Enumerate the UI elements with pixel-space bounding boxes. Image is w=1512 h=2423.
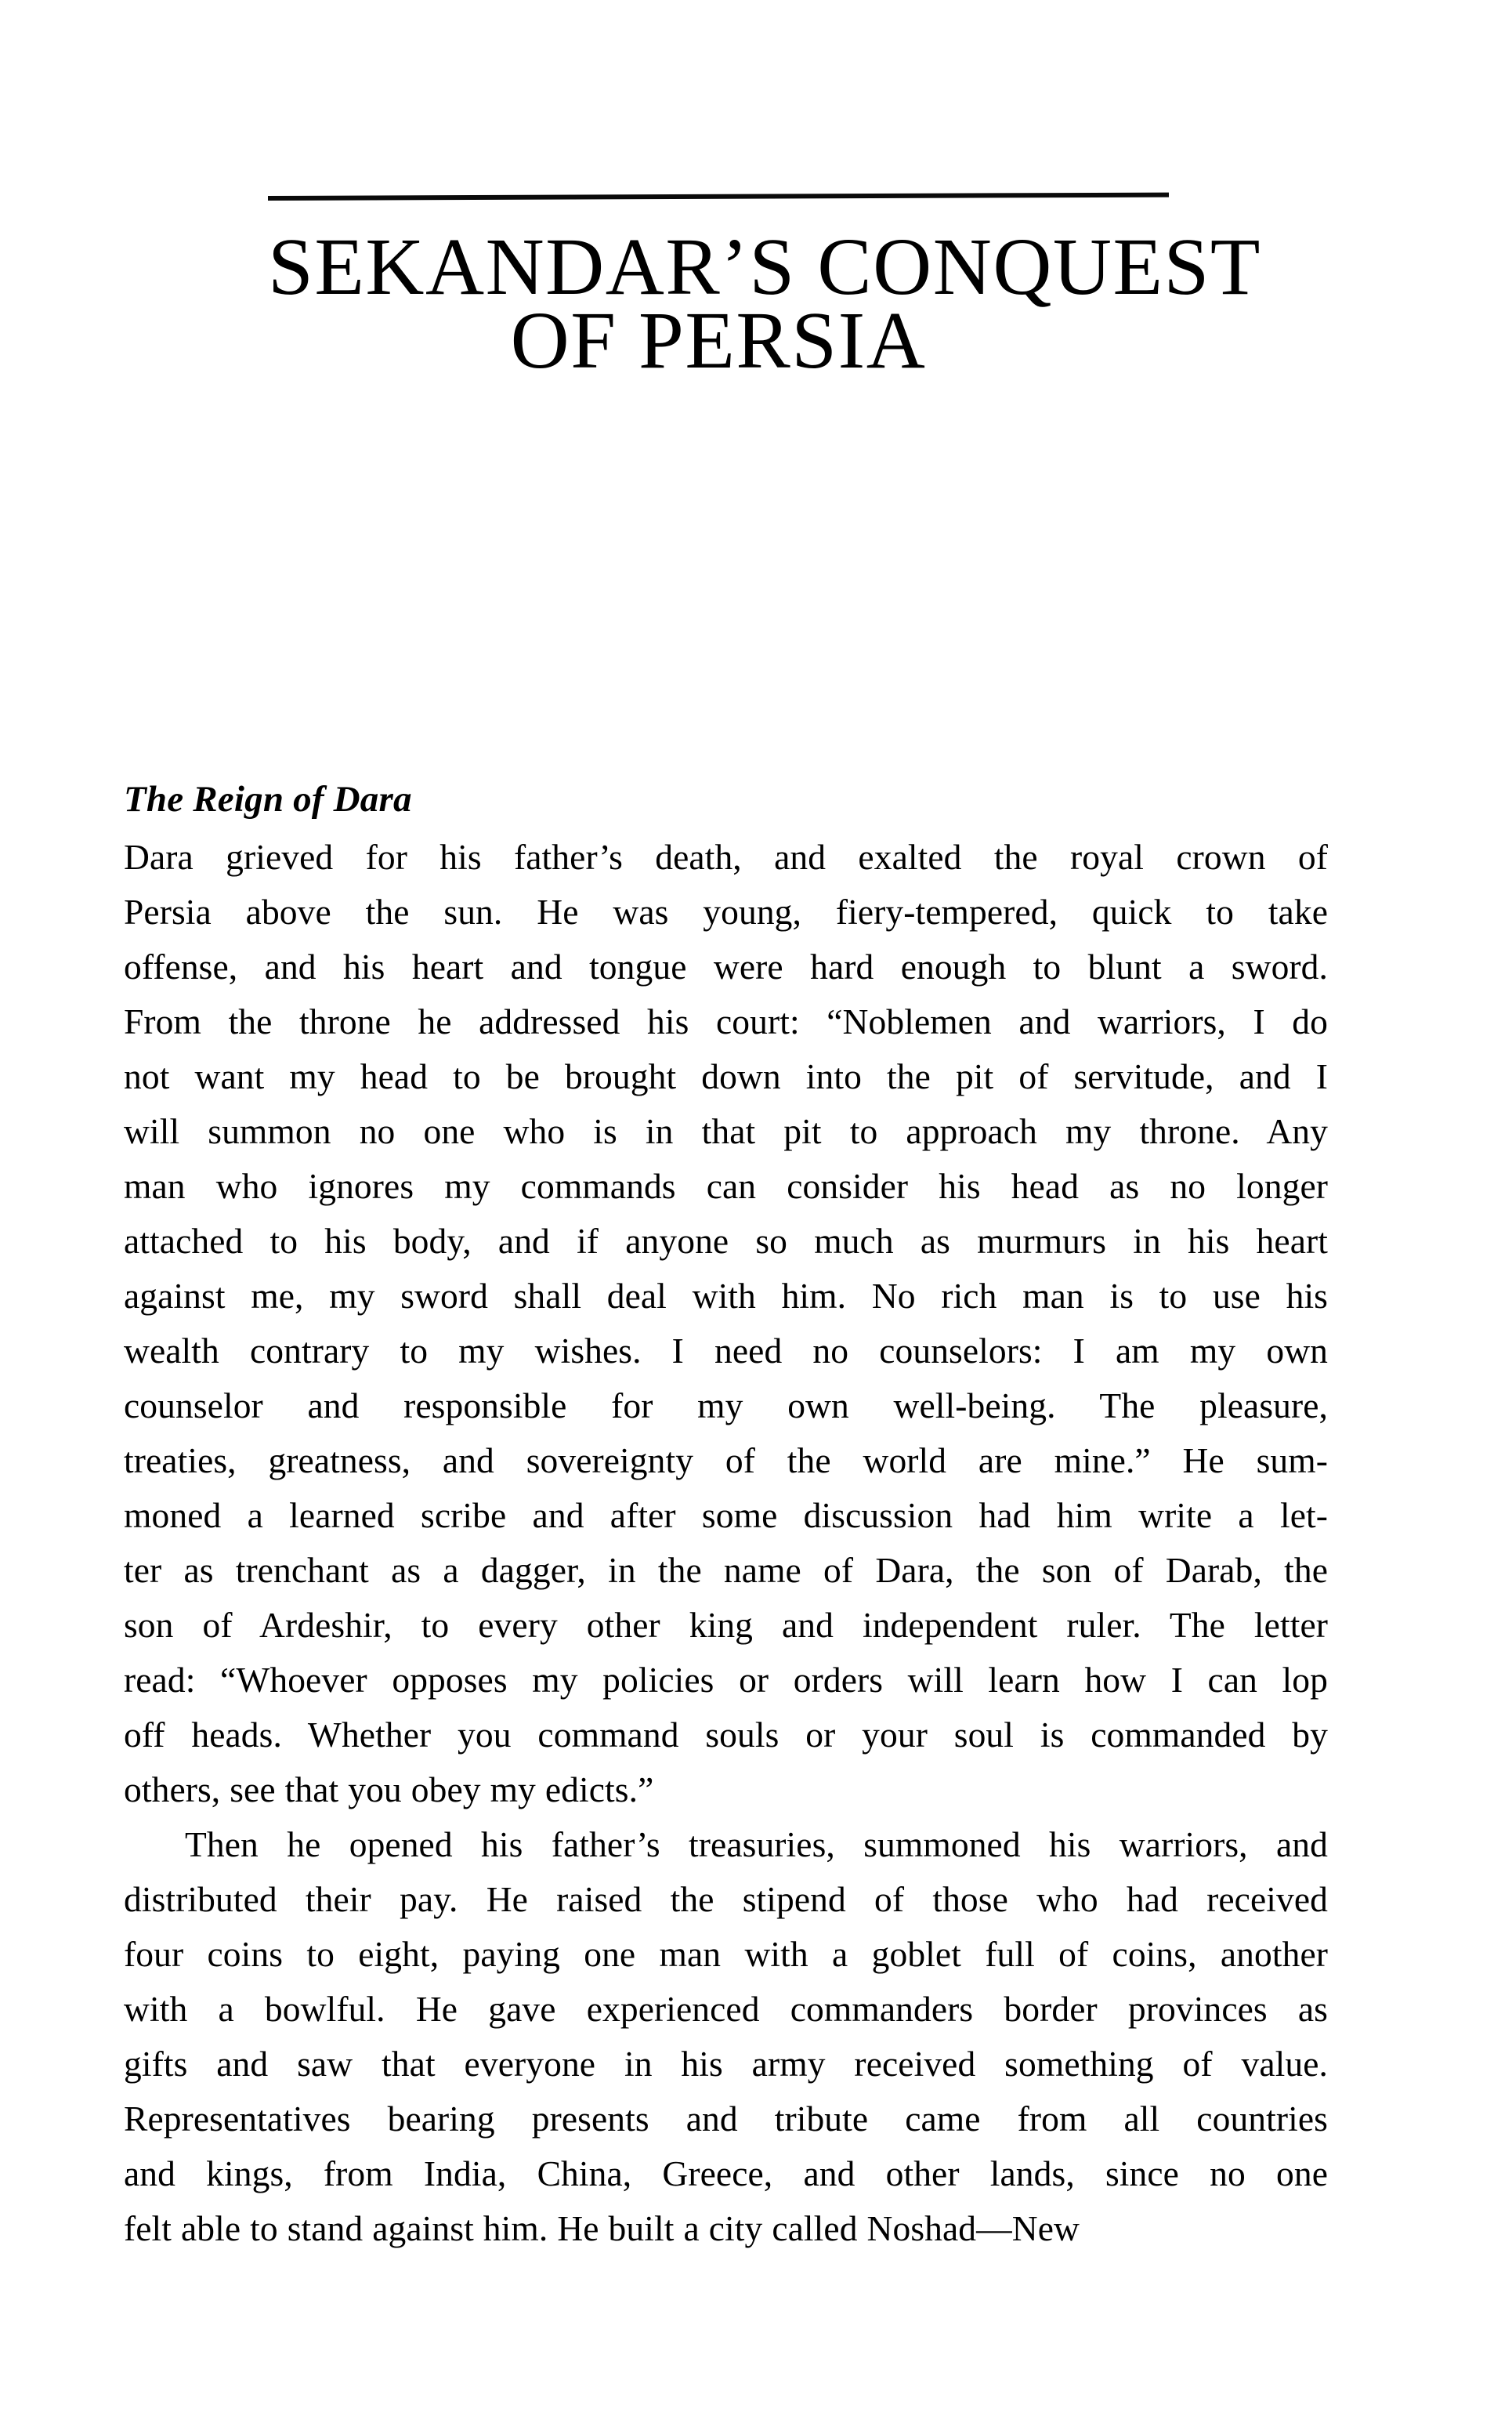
text-line: offense, and his heart and tongue were hard enough to blunt a sword.: [124, 947, 1328, 987]
text-line: four coins to eight, paying one man with a goblet full of coins, another: [124, 1934, 1328, 1974]
body-text-column: [124, 772, 1328, 2256]
text-line: moned a learned scribe and after some discussion had him write a let-: [124, 1495, 1328, 1535]
text-line: Dara grieved for his father’s death, and exalted the royal crown of: [124, 837, 1328, 877]
page-title: [268, 222, 1261, 386]
section-subheading: The Reign of Dara: [124, 779, 412, 820]
text-line: counselor and responsible for my own well-being. The pleasure,: [124, 1385, 1328, 1425]
text-line: Then he opened his father’s treasuries, summoned his warriors, and: [185, 1824, 1328, 1864]
paragraph-reign-of-dara: [124, 830, 1328, 1817]
text-line: attached to his body, and if anyone so much as murmurs in his heart: [124, 1221, 1328, 1261]
text-line: will summon no one who is in that pit to approach my throne. Any: [124, 1111, 1328, 1151]
text-line: not want my head to be brought down into the pit of servitude, and I: [124, 1056, 1328, 1096]
text-line: read: “Whoever opposes my policies or orders will learn how I can lop: [124, 1660, 1328, 1700]
chapter-title-line-1: SEKANDAR’S CONQUEST: [268, 222, 1261, 312]
text-line: distributed their pay. He raised the stipend of those who had received: [124, 1879, 1328, 1919]
paragraph-treasuries: [124, 1817, 1328, 2256]
text-line: Persia above the sun. He was young, fiery-tempered, quick to take: [124, 892, 1328, 932]
text-line: others, see that you obey my edicts.”: [124, 1769, 654, 1809]
chapter-title-line-2: OF PERSIA: [510, 295, 927, 386]
text-line: Representatives bearing presents and tribute came from all countries: [124, 2099, 1328, 2139]
text-line: with a bowlful. He gave experienced commanders border provinces as: [124, 1989, 1328, 2029]
text-line: treaties, greatness, and sovereignty of the world are mine.” He sum-: [124, 1440, 1328, 1480]
text-line: ter as trenchant as a dagger, in the name of Dara, the son of Darab, the: [124, 1550, 1328, 1590]
text-line: felt able to stand against him. He built a city called Noshad—New: [124, 2208, 1080, 2248]
text-line: man who ignores my commands can consider his head as no longer: [124, 1166, 1328, 1206]
text-line: gifts and saw that everyone in his army received something of value.: [124, 2044, 1328, 2084]
chapter-heading-block: [268, 196, 1261, 386]
text-line: wealth contrary to my wishes. I need no counselors: I am my own: [124, 1331, 1328, 1371]
text-line: From the throne he addressed his court: “Noblemen and warriors, I do: [124, 1001, 1328, 1041]
text-line: off heads. Whether you command souls or your soul is commanded by: [124, 1715, 1328, 1755]
text-line: against me, my sword shall deal with him. No rich man is to use his: [124, 1276, 1328, 1316]
text-line: and kings, from India, China, Greece, and other lands, since no one: [124, 2153, 1328, 2193]
text-line: son of Ardeshir, to every other king and independent ruler. The letter: [124, 1605, 1328, 1645]
chapter-rule-divider: [268, 193, 1169, 201]
